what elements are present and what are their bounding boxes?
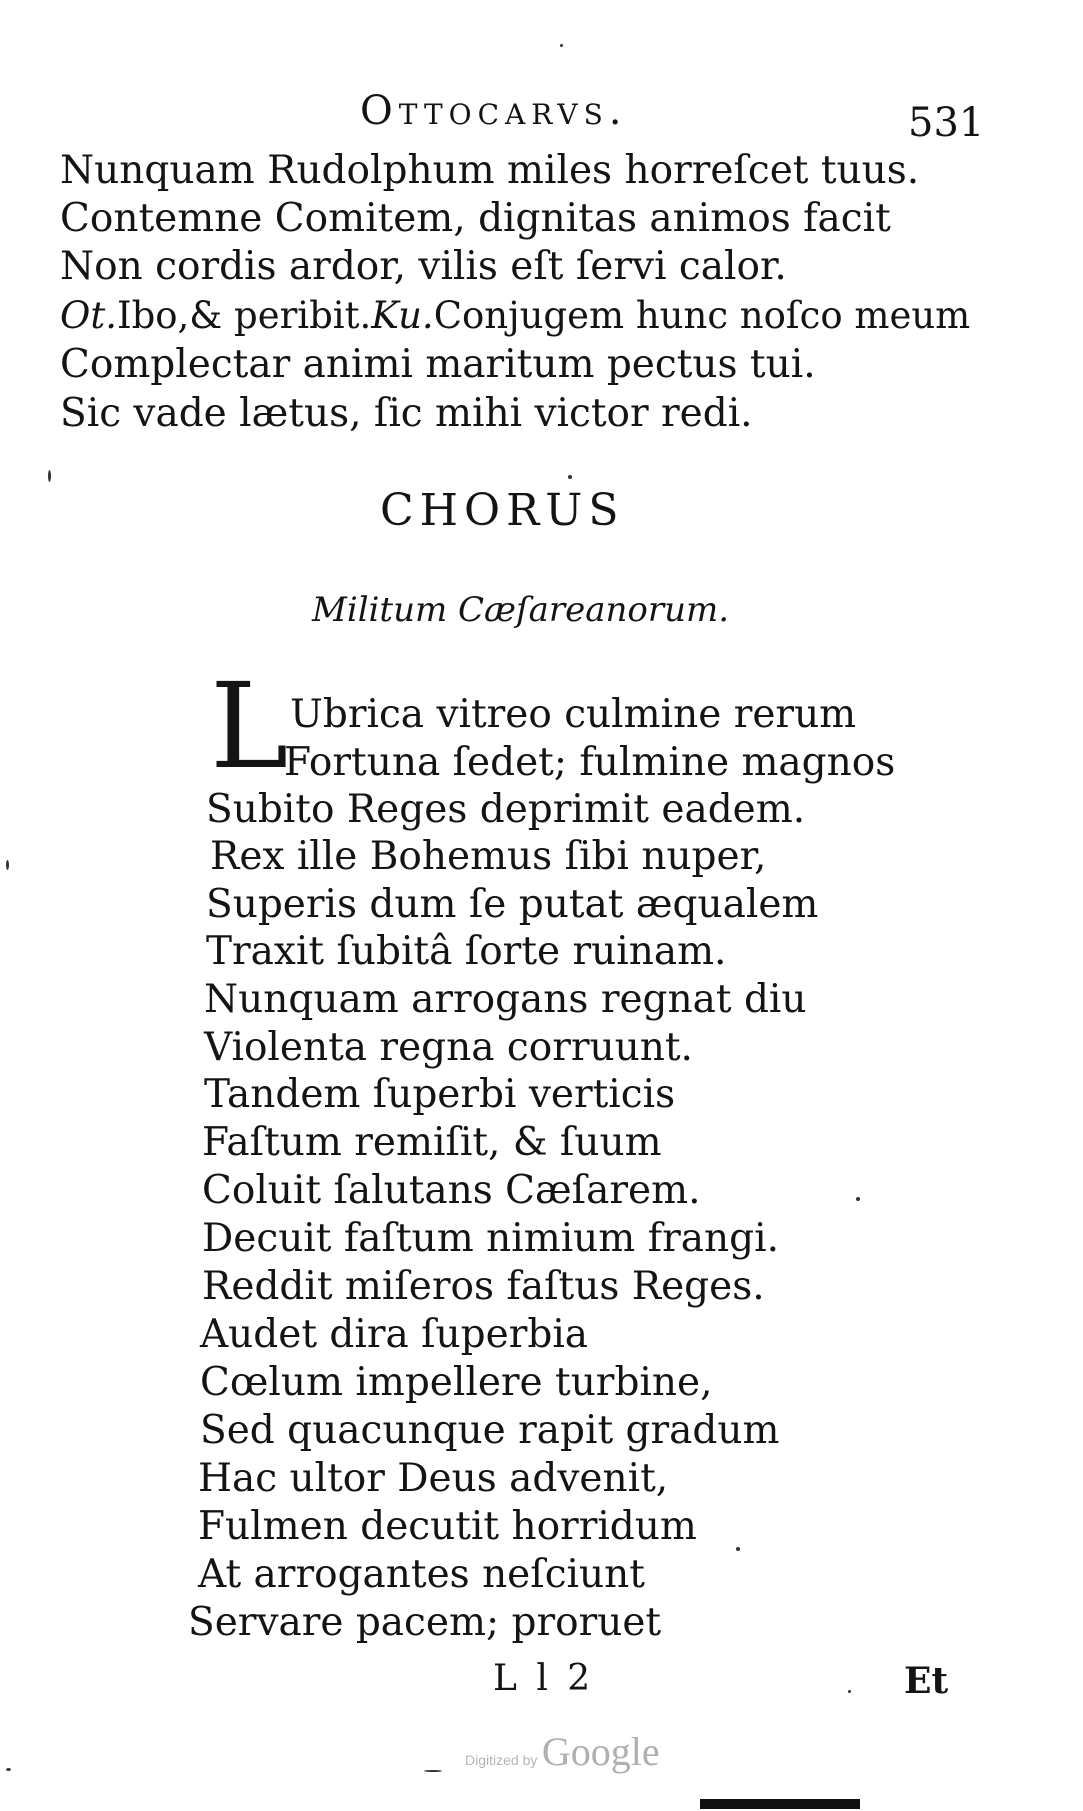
verse-line: Decuit faſtum nimium frangi. (202, 1216, 779, 1261)
signature-mark: L l 2 (493, 1658, 595, 1699)
chorus-title: CHORUS (380, 485, 625, 536)
scan-speck (736, 1547, 740, 1551)
verse-line: Subito Reges deprimit eadem. (206, 787, 806, 832)
speaker-label: Ot. (60, 294, 117, 337)
dialogue-text: Contemne Comitem, dignitas animos facit (60, 196, 891, 241)
verse-line: Reddit miſeros faſtus Reges. (202, 1264, 765, 1309)
verse-line: Fulmen decutit horridum (198, 1504, 697, 1549)
scan-edge-mark (700, 1799, 860, 1809)
scan-speck (568, 475, 572, 479)
dialogue-line (60, 244, 787, 290)
dialogue-text: Nunquam Rudolphum miles horreſcet tuus. (60, 148, 920, 193)
dialogue-line (60, 342, 816, 388)
catchword: Et (904, 1660, 949, 1702)
chorus-subtitle: Militum Cæſareanorum. (312, 590, 730, 630)
verse-line: Audet dira ſuperbia (200, 1312, 589, 1357)
scan-speck (560, 44, 563, 47)
dialogue-line (60, 196, 891, 242)
verse-line: Rex ille Bohemus ſibi nuper, (210, 834, 767, 879)
scan-speck (856, 1197, 860, 1201)
scan-speck (6, 1768, 11, 1771)
verse-line: Fortuna ſedet; fulmine magnos (284, 740, 896, 785)
verse-line: Sed quacunque rapit gradum (200, 1408, 780, 1453)
verse-line: Hac ultor Deus advenit, (198, 1456, 669, 1501)
scan-speck (6, 860, 9, 870)
verse-line: Servare pacem; proruet (188, 1600, 662, 1645)
digitized-label: Digitized by (465, 1752, 538, 1768)
speaker-label: Ku. (371, 294, 434, 337)
dialogue-line (60, 293, 970, 339)
verse-line: At arrogantes neſciunt (198, 1552, 645, 1597)
page-number: 531 (908, 100, 985, 146)
verse-line: Nunquam arrogans regnat diu (204, 977, 807, 1022)
google-logo: Google (541, 1729, 660, 1774)
verse-line: Superis dum ſe putat æqualem (206, 882, 819, 927)
dialogue-text: Conjugem hunc noſco meum (433, 294, 971, 337)
verse-line: Coluit ſalutans Cæſarem. (202, 1168, 701, 1213)
dialogue-text: Ibo,& peribit. (116, 294, 372, 337)
dialogue-line (60, 391, 753, 437)
dialogue-text: Complectar animi maritum pectus tui. (60, 342, 816, 387)
dialogue-line (60, 148, 919, 194)
verse-line: Ubrica vitreo culmine rerum (290, 692, 857, 737)
digitized-watermark (465, 1728, 660, 1775)
verse-line: Violenta regna corruunt. (204, 1025, 693, 1070)
verse-line: Tandem ſuperbi verticis (204, 1072, 676, 1117)
dialogue-text: Sic vade lætus, ſic mihi victor redi. (60, 391, 753, 436)
scan-speck (48, 470, 51, 482)
verse-line: Traxit ſubitâ ſorte ruinam. (206, 929, 727, 974)
scan-speck (848, 1690, 851, 1693)
running-title: Ottocarvs. (360, 88, 628, 134)
scan-speck (424, 1770, 442, 1772)
dialogue-text: Non cordis ardor, vilis eſt ſervi calor. (60, 244, 787, 289)
verse-line: Faſtum remiſit, & ſuum (202, 1120, 662, 1165)
verse-line: Cœlum impellere turbine, (200, 1360, 713, 1405)
drop-capital: L (210, 657, 289, 795)
